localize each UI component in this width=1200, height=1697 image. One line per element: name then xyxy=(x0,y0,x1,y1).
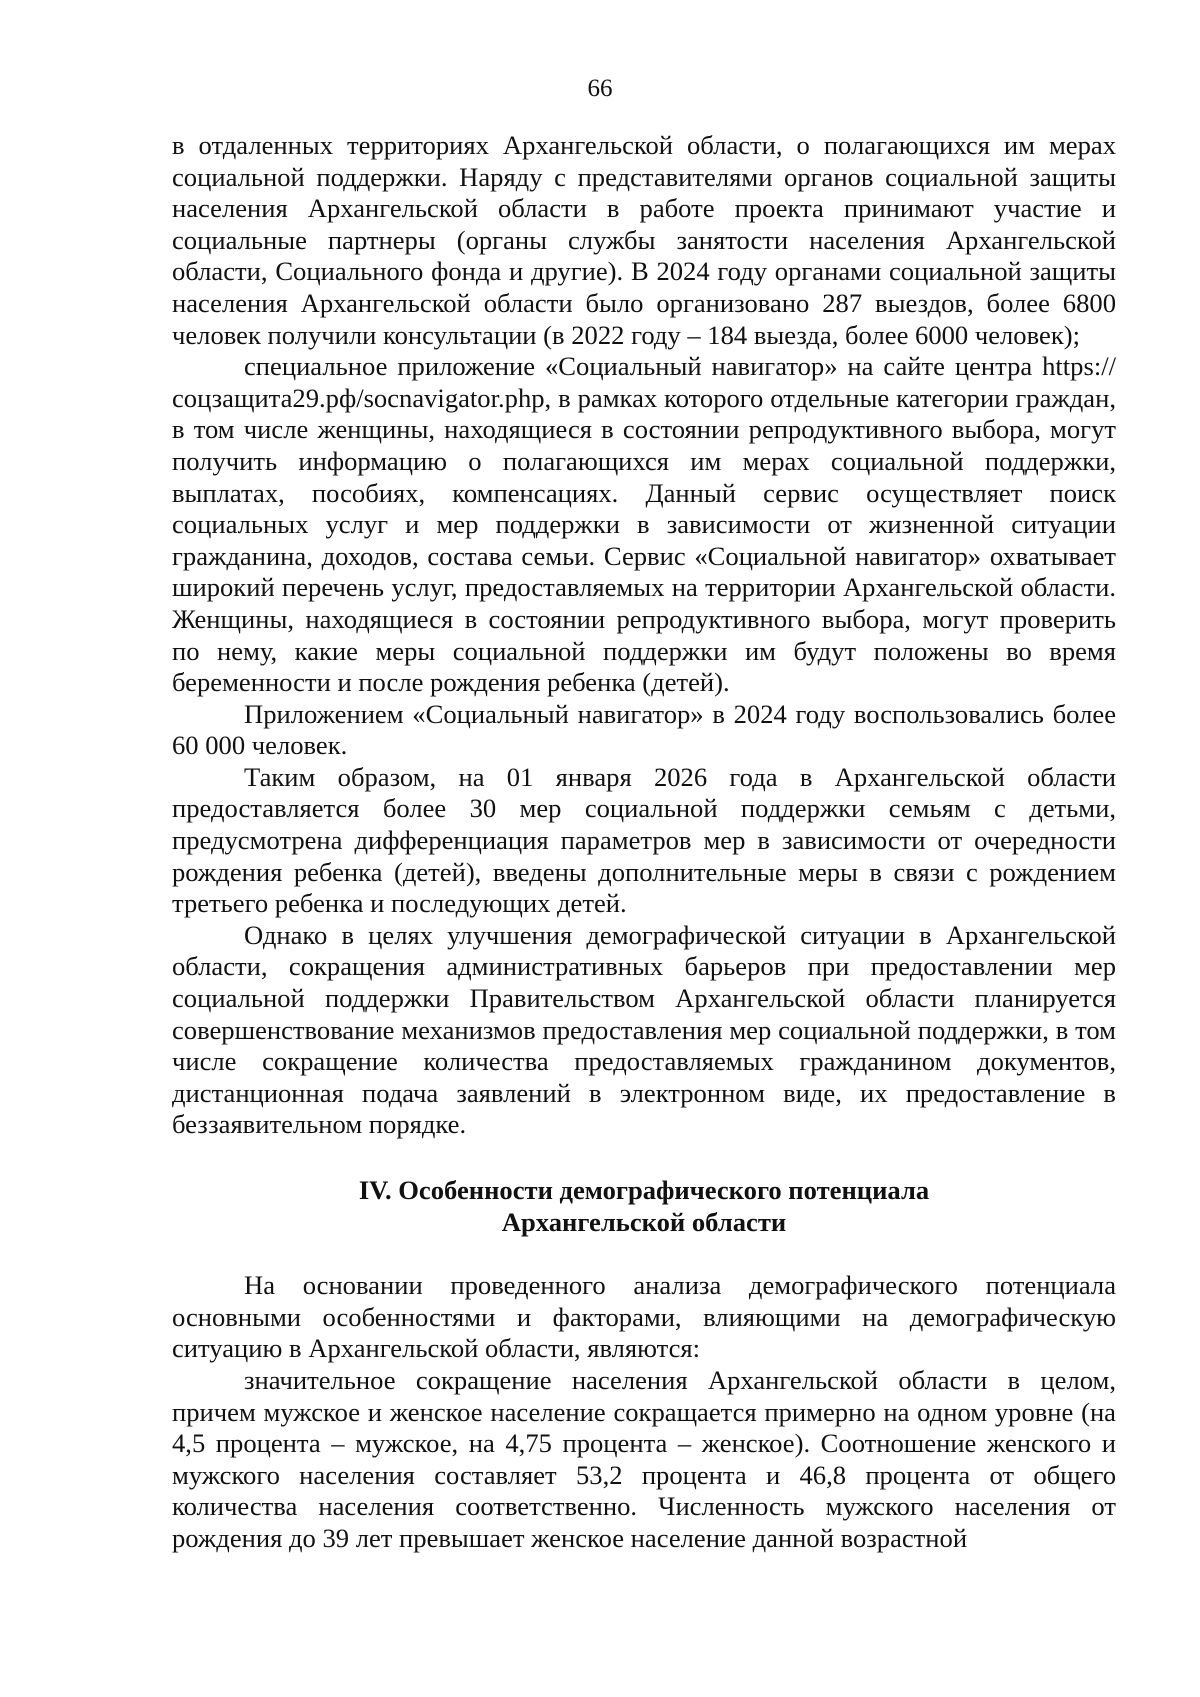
paragraph: Однако в целях улучшения демографической ситуации в Архангельской области, сокращения административных барьеров при предоставлении мер социальной поддержки Правительством Архангельской области планируется совершенствование механизмов предоставления мер социальной поддержки, в том числе сокращение количества предоставляемых гражданином документов, дистанционная подача заявлений в электронном виде, их предоставление в беззаявительном порядке. xyxy=(172,919,1116,1140)
section-heading-line-1: IV. Особенности демографического потенциала xyxy=(358,1175,930,1205)
paragraph: Приложением «Социальный навигатор» в 2024 году воспользовались более 60 000 человек. xyxy=(172,698,1116,761)
paragraph: На основании проведенного анализа демографического потенциала основными особенностями и факторами, влияющими на демографическую ситуацию в Архангельской области, являются: xyxy=(172,1270,1116,1364)
paragraph: специальное приложение «Социальный навигатор» на сайте центра https://соцзащита29.рф/socnavigator.php, в рамках которого отдельные категории граждан, в том числе женщины, находящиеся в состоянии репродуктивного выбора, могут получить информацию о полагающихся им мерах социальной поддержки, выплатах, пособиях, компенсациях. Данный сервис осуществляет поиск социальных услуг и мер поддержки в зависимости от жизненной ситуации гражданина, доходов, состава семьи. Сервис «Социальной навигатор» охватывает широкий перечень услуг, предоставляемых на территории Архангельской области. Женщины, находящиеся в состоянии репродуктивного выбора, могут проверить по нему, какие меры социальной поддержки им будут положены во время беременности и после рождения ребенка (детей). xyxy=(172,351,1116,698)
section-heading-line-2: Архангельской области xyxy=(501,1206,787,1237)
page-number: 66 xyxy=(587,75,613,102)
section-heading xyxy=(172,1175,1116,1238)
paragraph: в отдаленных территориях Архангельской области, о полагающихся им мерах социальной поддержки. Наряду с представителями органов социальной защиты населения Архангельской области в работе проекта принимают участие и социальные партнеры (органы службы занятости населения Архангельской области, Социального фонда и другие). В 2024 году органами социальной защиты населения Архангельской области было организовано 287 выездов, более 6800 человек получили консультации (в 2022 году – 184 выезда, более 6000 человек); xyxy=(172,130,1116,350)
paragraph: Таким образом, на 01 января 2026 года в Архангельской области предоставляется более 30 мер социальной поддержки семьям с детьми, предусмотрена дифференциация параметров мер в зависимости от очередности рождения ребенка (детей), введены дополнительные меры в связи с рождением третьего ребенка и последующих детей. xyxy=(172,761,1116,919)
paragraph: значительное сокращение населения Архангельской области в целом, причем мужское и женское население сокращается примерно на одном уровне (на 4,5 процента – мужское, на 4,75 процента – женское). Соотношение женского и мужского населения составляет 53,2 процента и 46,8 процента от общего количества населения соответственно. Численность мужского населения от рождения до 39 лет превышает женское население данной возрастной xyxy=(172,1364,1116,1553)
document-body xyxy=(172,130,1116,1555)
